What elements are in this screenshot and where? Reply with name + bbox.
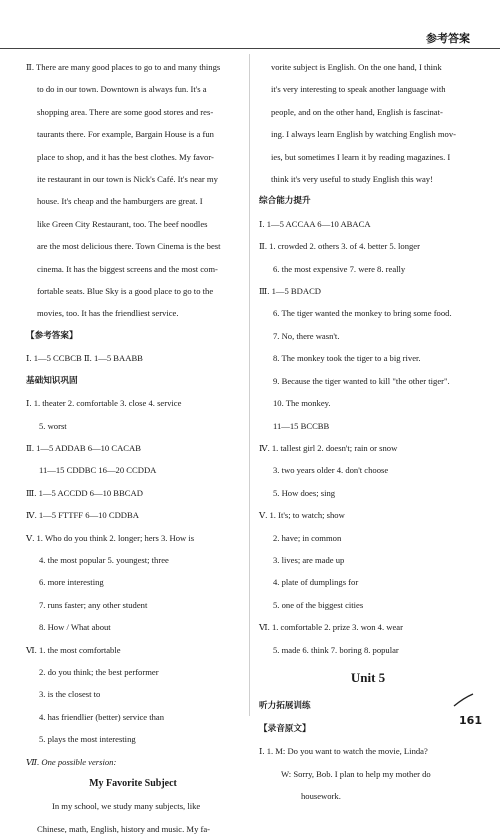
essay-line: ing. I always learn English by watching English mov- xyxy=(271,129,456,140)
text-line: movies, too. It has the friendliest service. xyxy=(37,308,179,319)
answer-line: 7. runs faster; any other student xyxy=(39,599,148,610)
transcript-line: Ⅰ. 1. M: Do you want to watch the movie, Linda? xyxy=(259,746,428,757)
answer-line: 8. The monkey took the tiger to a big river. xyxy=(273,353,421,364)
answer-line: 2. have; in common xyxy=(273,532,342,543)
text-line: shopping area. There are some good stores and res- xyxy=(37,106,214,117)
page-header xyxy=(0,0,500,49)
right-column xyxy=(259,56,477,807)
answer-line: 4. the most popular 5. youngest; three xyxy=(39,554,169,565)
answer-line: Ⅱ. 1. crowded 2. others 3. of 4. better 5. longer xyxy=(259,241,420,252)
text-line: are the most delicious there. Town Cinema is the best xyxy=(37,241,221,252)
text-line: ite restaurant in our town is Nick's Café. It's near my xyxy=(37,174,218,185)
swoosh-icon xyxy=(452,693,474,707)
answer-line: Ⅶ. One possible version: xyxy=(26,756,117,767)
unit-title: Unit 5 xyxy=(350,669,386,685)
answer-line: 6. The tiger wanted the monkey to bring some food. xyxy=(273,308,452,319)
answer-line: 6. the most expensive 7. were 8. really xyxy=(273,263,406,274)
answer-line: 6. more interesting xyxy=(39,577,104,588)
answer-line: Ⅵ. 1. comfortable 2. prize 3. won 4. wear xyxy=(259,622,403,633)
answer-line: 5. How does; sing xyxy=(273,487,336,498)
answer-line: Ⅴ. 1. Who do you think 2. longer; hers 3. How is xyxy=(26,532,195,543)
answer-line: Ⅰ. 1. theater 2. comfortable 3. close 4. service xyxy=(26,398,182,409)
page-number: 161 xyxy=(459,714,482,727)
essay-line: ies, but sometimes I learn it by reading magazines. I xyxy=(271,151,451,162)
answer-line: 5. one of the biggest cities xyxy=(273,599,364,610)
answer-line: 3. is the closest to xyxy=(39,689,101,700)
column-divider xyxy=(249,54,250,716)
answer-line: Ⅳ. 1—5 FTTFF 6—10 CDDBA xyxy=(26,510,139,521)
answer-line: Ⅲ. 1—5 ACCDD 6—10 BBCAD xyxy=(26,487,143,498)
answer-line: 11—15 BCCBB xyxy=(273,420,330,431)
essay-line: vorite subject is English. On the one hand, I think xyxy=(271,62,442,72)
answer-line: 3. two years older 4. don't choose xyxy=(273,465,389,476)
answer-line: Ⅳ. 1. tallest girl 2. doesn't; rain or snow xyxy=(259,442,398,453)
answer-line: Ⅱ. 1—5 ADDAB 6—10 CACAB xyxy=(26,442,141,453)
answer-line: Ⅲ. 1—5 BDACD xyxy=(259,286,322,297)
text-line: house. It's cheap and the hamburgers are great. I xyxy=(37,196,203,207)
answer-line: Ⅰ. 1—5 CCBCB Ⅱ. 1—5 BAABB xyxy=(26,353,143,364)
essay-line: people, and on the other hand, English is fascinat- xyxy=(271,106,443,117)
answer-line: 4. plate of dumplings for xyxy=(273,577,359,588)
transcript-line: W: Sorry, Bob. I plan to help my mother do xyxy=(281,768,431,779)
section-heading: 【录音原文】 xyxy=(259,723,311,734)
text-line: like Green City Restaurant, too. The beef noodles xyxy=(37,218,208,229)
essay-line: think it's very useful to study English this way! xyxy=(271,174,433,185)
section-heading: 综合能力提升 xyxy=(259,196,311,207)
answer-line: 7. No, there wasn't. xyxy=(273,330,340,341)
essay-title: My Favorite Subject xyxy=(89,778,177,789)
answer-line: Ⅴ. 1. It's; to watch; show xyxy=(259,510,345,521)
answer-line: 5. plays the most interesting xyxy=(39,734,136,745)
transcript-line: housework. xyxy=(301,791,341,801)
answer-line: 11—15 CDDBC 16—20 CCDDA xyxy=(39,465,157,476)
header-title: 参考答案 xyxy=(426,32,470,45)
answer-line: 3. lives; are made up xyxy=(273,554,345,565)
answer-line: 5. made 6. think 7. boring 8. popular xyxy=(273,644,399,655)
left-column xyxy=(26,56,240,840)
essay-line: Chinese, math, English, history and music. My fa- xyxy=(37,823,211,834)
section-heading: 【参考答案】 xyxy=(26,330,78,341)
answer-line: 2. do you think; the best performer xyxy=(39,666,159,677)
answer-line: Ⅰ. 1—5 ACCAA 6—10 ABACA xyxy=(259,218,371,229)
text-line: to do in our town. Downtown is always fun. It's a xyxy=(37,84,207,95)
text-line: cinema. It has the biggest screens and the most com- xyxy=(37,263,218,274)
answer-line: 9. Because the tiger wanted to kill "the other tiger". xyxy=(273,375,450,386)
text-line: taurants there. For example, Bargain House is a fun xyxy=(37,129,214,140)
answer-line: 5. worst xyxy=(39,420,67,431)
essay-line: In my school, we study many subjects, like xyxy=(52,801,201,812)
text-line: fortable seats. Blue Sky is a good place to go to the xyxy=(37,286,214,297)
text-line: Ⅱ. There are many good places to go to and many things xyxy=(26,62,221,72)
answer-line: Ⅵ. 1. the most comfortable xyxy=(26,644,121,655)
essay-line: it's very interesting to speak another language with xyxy=(271,84,446,95)
answer-line: 10. The monkey. xyxy=(273,398,331,409)
answer-line: 8. How / What about xyxy=(39,622,111,633)
section-heading: 基础知识巩固 xyxy=(26,375,78,386)
text-line: place to shop, and it has the best clothes. My favor- xyxy=(37,151,214,162)
section-heading: 听力拓展训练 xyxy=(259,701,311,712)
answer-line: 4. has friendlier (better) service than xyxy=(39,711,165,722)
